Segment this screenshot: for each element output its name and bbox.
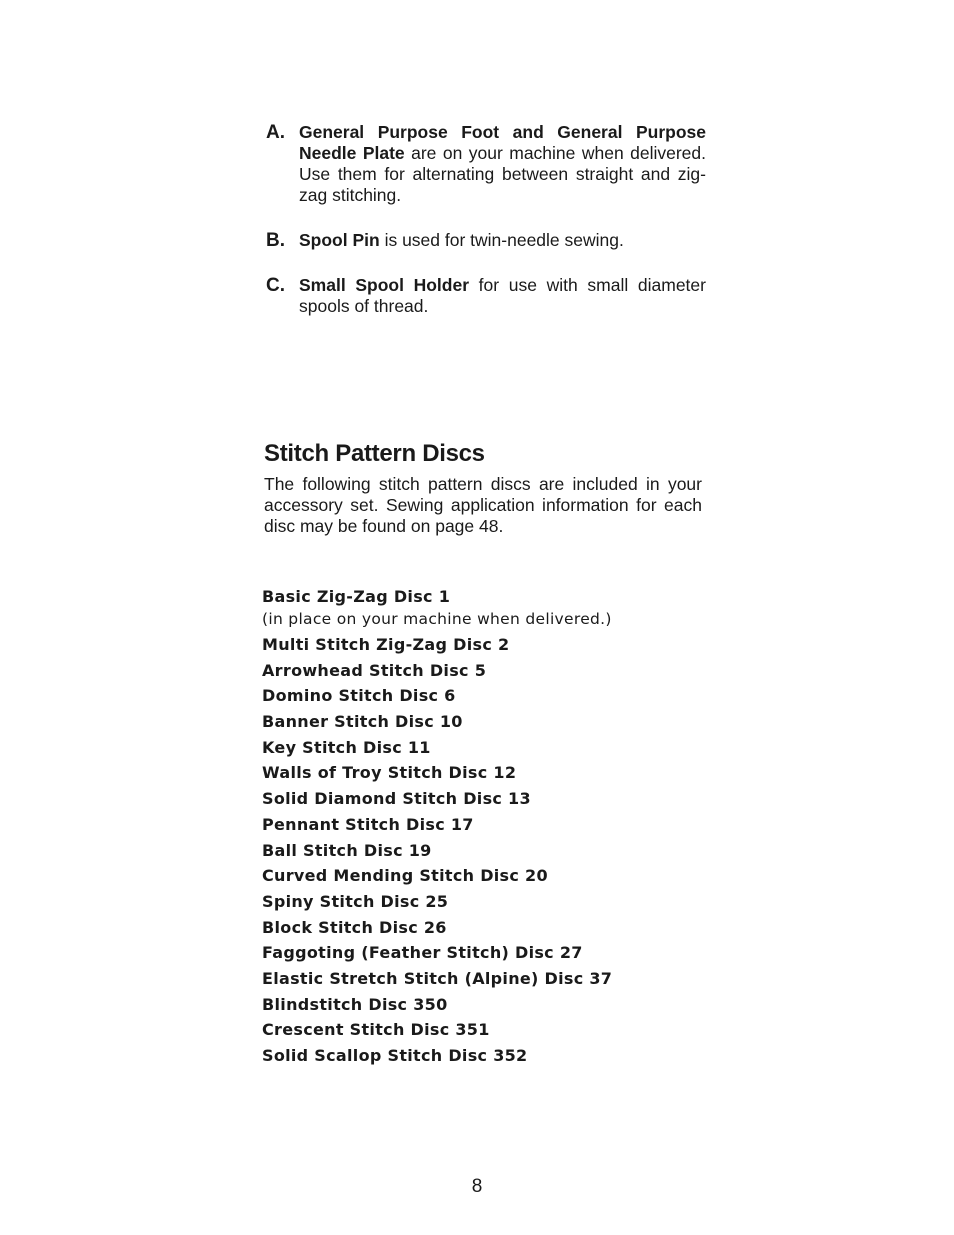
section-intro: The following stitch pattern discs are included in your accessory set. Sewing application information for each disc may be found on page 48. xyxy=(264,474,702,536)
item-description xyxy=(299,122,706,206)
list-item: Crescent Stitch Disc 351 xyxy=(262,1020,490,1040)
list-item: Solid Diamond Stitch Disc 13 xyxy=(262,789,531,809)
item-text: for use with small diameter spools of thread. xyxy=(299,275,706,316)
list-item: Spiny Stitch Disc 25 xyxy=(262,891,449,911)
item-letter: B. xyxy=(266,230,285,251)
list-item xyxy=(262,586,722,632)
item-spool-pin xyxy=(266,230,706,251)
item-term: General Purpose Foot and General Purpose Needle Plate xyxy=(299,122,706,163)
item-letter: C. xyxy=(266,275,285,296)
list-item: Ball Stitch Disc 19 xyxy=(262,840,432,860)
item-text: are on your machine when delivered. Use them for alternating between straight and zig-zag stitching. xyxy=(299,143,707,205)
list-item: Domino Stitch Disc 6 xyxy=(262,686,456,706)
list-item: Curved Mending Stitch Disc 20 xyxy=(262,866,548,886)
list-item: Solid Scallop Stitch Disc 352 xyxy=(262,1046,528,1065)
item-description xyxy=(299,275,706,317)
section-title: Stitch Pattern Discs xyxy=(264,440,485,467)
list-item: Elastic Stretch Stitch (Alpine) Disc 37 xyxy=(262,968,613,988)
item-term: Small Spool Holder xyxy=(299,275,470,295)
list-item: Key Stitch Disc 11 xyxy=(262,737,431,757)
list-item: Multi Stitch Zig-Zag Disc 2 xyxy=(262,635,510,654)
item-general-purpose-foot xyxy=(266,122,706,206)
list-item: Faggoting (Feather Stitch) Disc 27 xyxy=(262,943,583,963)
list-item: Block Stitch Disc 26 xyxy=(262,917,447,937)
list-item: Arrowhead Stitch Disc 5 xyxy=(262,660,487,680)
disc-list xyxy=(262,586,722,1069)
disc-note: (in place on your machine when delivered.) xyxy=(262,610,612,628)
list-item: Banner Stitch Disc 10 xyxy=(262,712,463,732)
list-item: Blindstitch Disc 350 xyxy=(262,994,448,1014)
accessory-items xyxy=(266,122,706,341)
list-item: Walls of Troy Stitch Disc 12 xyxy=(262,763,517,783)
item-small-spool-holder xyxy=(266,275,706,317)
item-text: is used for twin-needle sewing. xyxy=(379,230,624,250)
item-letter: A. xyxy=(266,122,285,143)
list-item: Pennant Stitch Disc 17 xyxy=(262,814,474,834)
item-term: Spool Pin xyxy=(299,230,380,250)
page-number: 8 xyxy=(471,1176,483,1197)
item-description xyxy=(299,230,706,251)
disc-name: Basic Zig-Zag Disc 1 xyxy=(262,587,451,606)
